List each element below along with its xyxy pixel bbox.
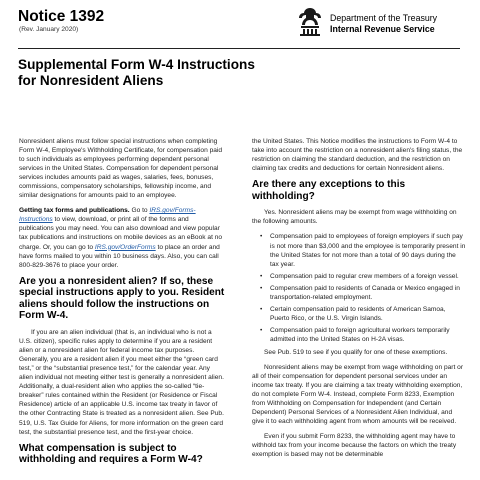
treaty-paragraph: Nonresident aliens may be exempt from wage withholding on part or all of their compensation for dependent personal services under an income tax treaty. If you are claiming a tax treaty withholding exemption, do not complete Form W-4. Instead, complete Form 8233, Exemption from Withholding on Compensation for Independent (and Certain Dependent) Personal Services of a Nonresident Alien Individual, and give it to each withholding agent from whom amounts will be received. (252, 364, 464, 426)
notice-title: Notice 1392 (18, 8, 105, 25)
exceptions-heading: Are there any exceptions to this withholding? (252, 179, 406, 202)
department-line: Department of the Treasury (330, 13, 438, 23)
right-column (252, 137, 466, 466)
bullet-icon: • (260, 326, 263, 334)
list-item (252, 305, 466, 323)
list-item (252, 284, 466, 302)
forms-paragraph (19, 206, 225, 269)
forms-lead: Getting tax forms and publications. (19, 207, 130, 215)
intro-paragraph: Nonresident aliens must follow special instructions when completing Form W-4, Employee's Withholding Certificate, for compensation paid to such individuals as employees performing dependent personal services in the United States. Compensation for dependent personal services includes amounts paid as wages, salaries, fees, bonuses, commissions, compensatory scholarships, fellowship income, and similar designations for amounts paid to an employee. (19, 138, 223, 200)
list-item (252, 326, 466, 344)
forms-instructions-link[interactable]: IRS.gov/Forms-Instructions (19, 207, 196, 224)
revision-date: (Rev. January 2020) (19, 26, 79, 33)
forms-text-a: Go to (129, 207, 150, 215)
document-title-line1: Supplemental Form W-4 Instructions (18, 57, 255, 72)
agency-block (330, 13, 437, 34)
pub519-paragraph: See Pub. 519 to see if you qualify for one of these exemptions. (264, 348, 448, 356)
bullet-icon: • (260, 272, 263, 280)
list-item-text: Compensation paid to foreign agricultural workers temporarily admitted into the United States on H-2A visas. (270, 326, 450, 343)
document-title (18, 57, 298, 88)
list-item-text: Certain compensation paid to residents of American Samoa, Puerto Rico, or the U.S. Virgin Islands. (270, 305, 446, 322)
header-rule (18, 48, 460, 49)
list-item-text: Compensation paid to residents of Canada or Mexico engaged in transportation-related employment. (270, 284, 460, 301)
agency-line: Internal Revenue Service (330, 23, 435, 34)
form8233-paragraph: Even if you submit Form 8233, the withholding agent may have to withhold tax from your income because the factors on which the treaty exemption is based may not be determinable (252, 433, 457, 459)
forms-text-b: to view, download, or print all of the forms and publications you may need. You can also download and view popular tax publications and instructions on mobile devices as an eBook at no charge. Or, you can go to (19, 216, 223, 251)
bullet-icon: • (260, 233, 263, 241)
document-title-line2: for Nonresident Aliens (18, 72, 164, 88)
bullet-icon: • (260, 284, 263, 292)
page-header (0, 0, 480, 50)
left-column (19, 137, 225, 472)
alien-paragraph: If you are an alien individual (that is, an individual who is not a U.S. citizen), specific rules apply to determine if you are a resident alien or a nonresident alien for federal income tax purposes. Generally, you are a resident alien if you meet either the “green card test,” or the “substantial presence test,” for the calendar year. Any alien individual not meeting either test is generally a nonresident alien. Additionally, a dual-resident alien who applies the so-called “tie-breaker” rules contained within the Resident (or Residence or Fiscal Residence) article of an applicable U.S. income tax treaty in favor of the other Contracting State is treated as a nonresident alien. See Pub. 519, U.S. Tax Guide for Aliens, for more information on the green card test, the substantial presence test, and the first-year choice. (19, 329, 224, 436)
list-item (252, 272, 466, 281)
exceptions-list (252, 232, 466, 344)
bullet-icon: • (260, 305, 263, 313)
order-forms-link[interactable]: IRS.gov/OrderForms (94, 243, 156, 251)
list-item-text: Compensation paid to employees of foreign employers if such pay is not more than $3,000 and the employee is temporarily present in the United States for not more than a total of 90 days during the tax year. (270, 233, 466, 268)
compensation-heading: What compensation is subject to withholding and requires a Form W-4? (19, 442, 203, 466)
list-item-text: Compensation paid to regular crew members of a foreign vessel. (270, 272, 459, 280)
forms-text-c: to place an order and have forms mailed to you within 10 business days. Also, you can call 800-829-3676 to place your order. (19, 243, 220, 269)
irs-eagle-logo-icon (296, 6, 324, 36)
list-item (252, 232, 466, 268)
nonresident-heading: Are you a nonresident alien? If so, these special instructions apply to you. Resident aliens should follow the instructions on Form W-4. (19, 275, 225, 322)
continuation-paragraph: the United States. This Notice modifies the instructions to Form W-4 to take into account the restriction on a nonresident alien's filing status, the restriction on claiming the standard deduction, and the restriction on claiming tax credits and deductions for certain Nonresident aliens. (252, 138, 463, 173)
exceptions-intro: Yes. Nonresident aliens may be exempt from wage withholding on the following amounts. (252, 209, 457, 226)
